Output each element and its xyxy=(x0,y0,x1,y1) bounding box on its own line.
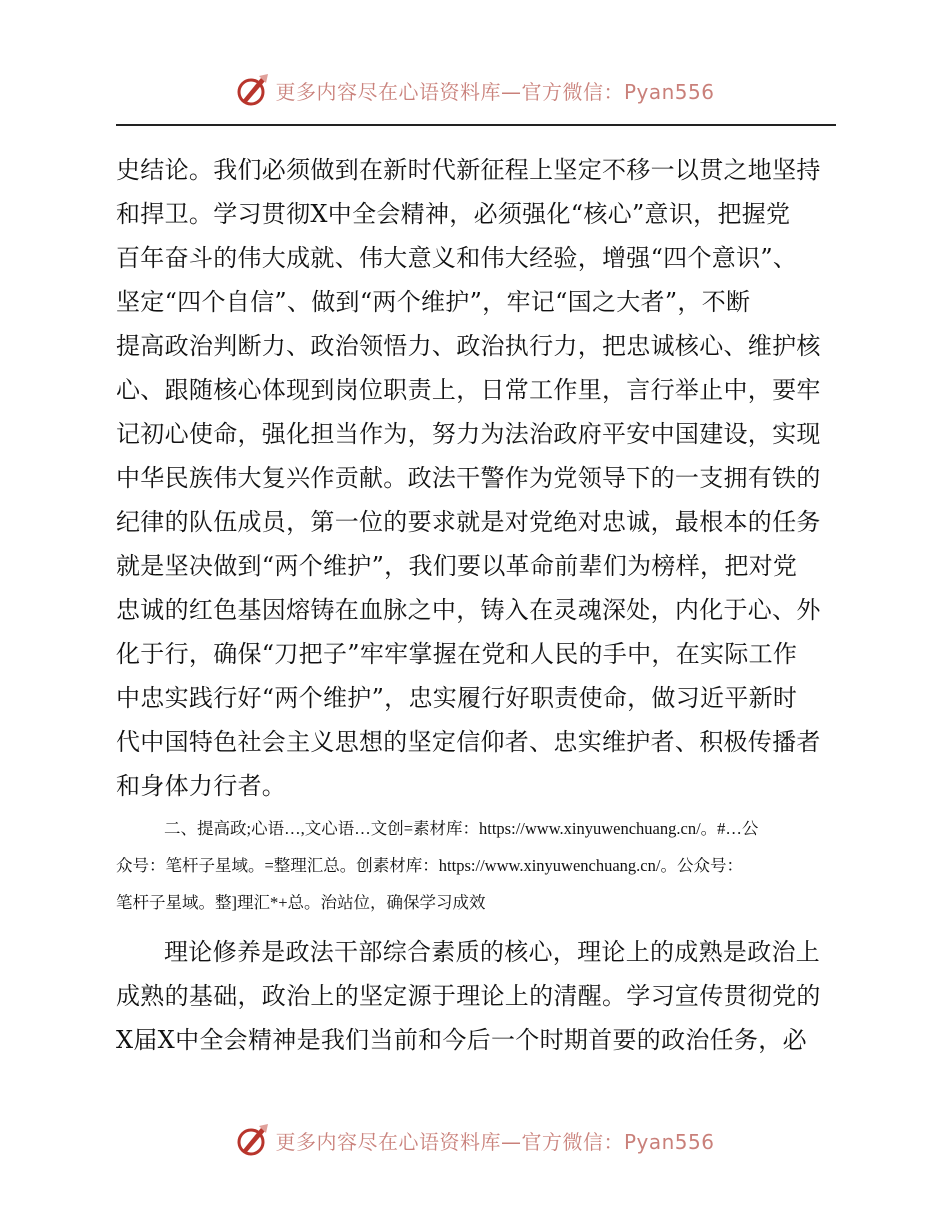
text-line: 成熟的基础，政治上的坚定源于理论上的清醒。学习宣传贯彻党的 xyxy=(116,982,821,1010)
heading-line: 笔杆子星域。整]理汇*+总。治站位，确保学习成效 xyxy=(116,893,486,912)
quill-pen-logo-icon xyxy=(235,72,271,108)
footer-banner xyxy=(0,1120,950,1160)
text-line: 代中国特色社会主义思想的坚定信仰者、忠实维护者、积极传播者 xyxy=(116,728,821,756)
text-line: 记初心使命，强化担当作为，努力为法治政府平安中国建设，实现 xyxy=(116,420,821,448)
text-line: 心、跟随核心体现到岗位职责上，日常工作里，言行举止中，要牢 xyxy=(116,376,821,404)
text-line: 中忠实践行好“两个维护”，忠实履行好职责使命，做习近平新时 xyxy=(116,684,798,712)
text-line: 化于行，确保“刀把子”牢牢掌握在党和人民的手中，在实际工作 xyxy=(116,640,798,668)
footer-banner-text: 更多内容尽在心语资料库—官方微信：Pyan556 xyxy=(275,1129,715,1154)
text-line: 理论修养是政法干部综合素质的核心，理论上的成熟是政治上 xyxy=(164,938,821,966)
text-line: 和身体力行者。 xyxy=(116,772,287,800)
body-paragraph-2 xyxy=(116,930,836,1062)
header-banner xyxy=(0,70,950,110)
heading-line: 众号：笔杆子星域。=整理汇总。创素材库：https://www.xinyuwenchuang.cn/。公众号： xyxy=(116,856,743,875)
text-line: 忠诚的红色基因熔铸在血脉之中，铸入在灵魂深处，内化于心、外 xyxy=(116,596,821,624)
text-line: 提高政治判断力、政治领悟力、政治执行力，把忠诚核心、维护核 xyxy=(116,332,821,360)
header-banner-text: 更多内容尽在心语资料库—官方微信：Pyan556 xyxy=(275,79,715,104)
text-line: 纪律的队伍成员，第一位的要求就是对党绝对忠诚，最根本的任务 xyxy=(116,508,821,536)
text-line: 中华民族伟大复兴作贡献。政法干警作为党领导下的一支拥有铁的 xyxy=(116,464,821,492)
quill-pen-logo-icon xyxy=(235,1122,271,1158)
text-line: 和捍卫。学习贯彻X中全会精神，必须强化“核心”意识，把握党 xyxy=(116,200,791,228)
body-paragraph-1 xyxy=(116,148,836,808)
header-divider xyxy=(116,124,836,126)
text-line: X届X中全会精神是我们当前和今后一个时期首要的政治任务，必 xyxy=(116,1026,807,1054)
text-line: 坚定“四个自信”、做到“两个维护”，牢记“国之大者”，不断 xyxy=(116,288,751,316)
text-line: 百年奋斗的伟大成就、伟大意义和伟大经验，增强“四个意识”、 xyxy=(116,244,798,272)
heading-line: 二、提高政;心语…,文心语…文创=素材库：https://www.xinyuwenchuang.cn/。#…公 xyxy=(164,819,759,838)
text-line: 史结论。我们必须做到在新时代新征程上坚定不移一以贯之地坚持 xyxy=(116,156,821,184)
text-line: 就是坚决做到“两个维护”，我们要以革命前辈们为榜样，把对党 xyxy=(116,552,798,580)
section-heading xyxy=(116,810,836,921)
